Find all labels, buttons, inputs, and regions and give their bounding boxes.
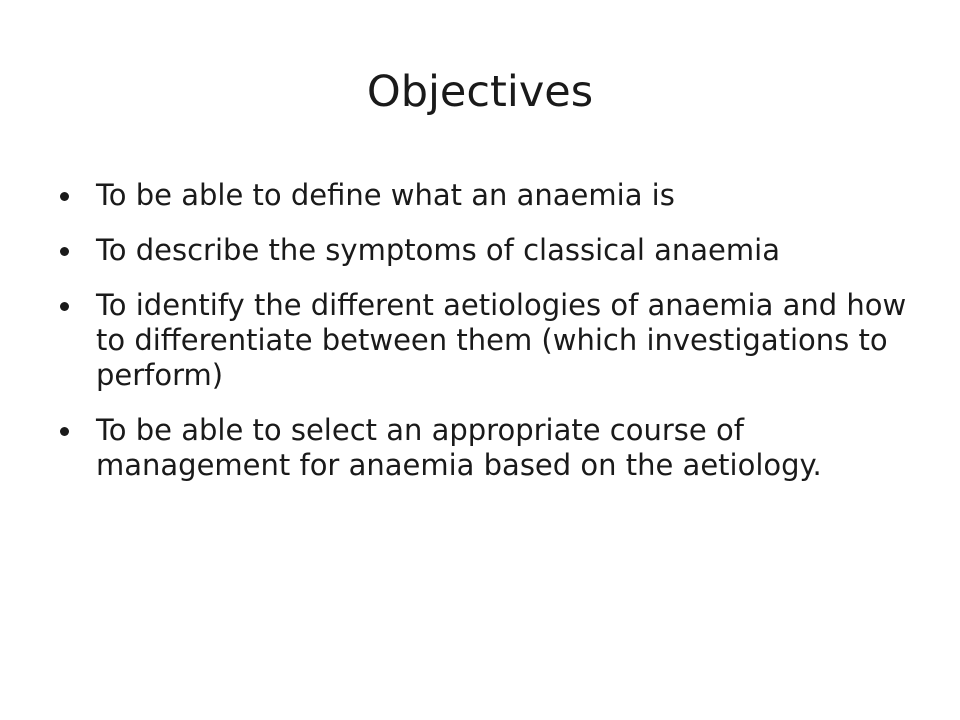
bullet-icon xyxy=(60,192,69,201)
list-item xyxy=(60,288,920,393)
bullet-text: To identify the different aetiologies of anaemia and how to differentiate between them (which investigations to perform) xyxy=(96,288,907,392)
list-item xyxy=(60,413,920,483)
objectives-list xyxy=(60,178,920,503)
bullet-icon xyxy=(60,247,69,256)
bullet-text: To describe the symptoms of classical anaemia xyxy=(96,233,780,267)
list-item xyxy=(60,178,920,213)
list-item xyxy=(60,233,920,268)
bullet-icon xyxy=(60,427,69,436)
slide-title: Objectives xyxy=(366,67,594,117)
bullet-icon xyxy=(60,302,69,311)
bullet-text: To be able to select an appropriate course of management for anaemia based on the aetiology. xyxy=(96,413,822,482)
bullet-text: To be able to define what an anaemia is xyxy=(96,178,675,212)
